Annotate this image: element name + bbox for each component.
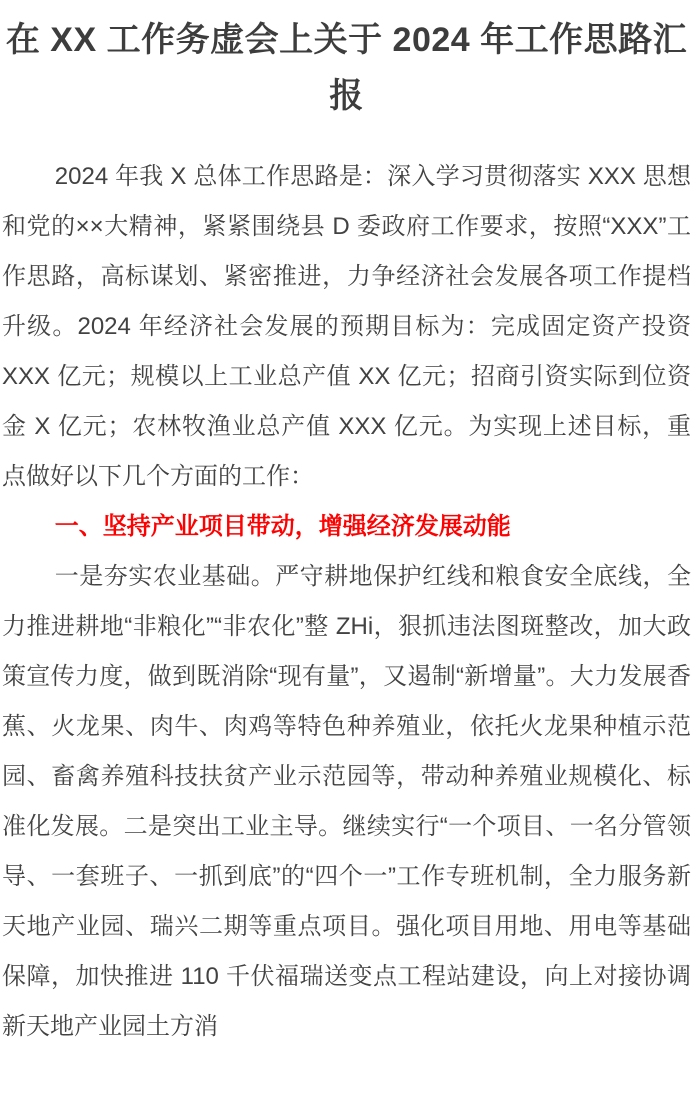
- section-1-heading: 一、坚持产业项目带动，增强经济发展动能: [54, 513, 511, 540]
- document-title: 在 XX 工作务虚会上关于 2024 年工作思路汇报: [5, 21, 688, 115]
- section-1-paragraph: 一是夯实农业基础。严守耕地保护红线和粮食安全底线，全力推进耕地“非粮化”“非农化”整 ZHi，狠抓违法图斑整改，加大政策宣传力度，做到既消除“现有量”，又遏制“新增量”。大力发展香蕉、火龙果、肉牛、肉鸡等特色种养殖业，依托火龙果种植示范园、畜禽养殖科技扶贫产业示范园等，带动种养殖业规模化、标准化发展。二是突出工业主导。继续实行“一个项目、一名分管领导、一套班子、一抓到底”的“四个一”工作专班机制，全力服务新天地产业园、瑞兴二期等重点项目。强化项目用地、用电等基础保障，加快推进 110 千伏福瑞送变点工程站建设，向上对接协调新天地产业园土方消: [2, 563, 691, 1040]
- intro-paragraph: 2024 年我 X 总体工作思路是：深入学习贯彻落实 XXX 思想和党的××大精神，紧紧围绕县 D 委政府工作要求，按照“XXX”工作思路，高标谋划、紧密推进，力争经济社会发展各项工作提档升级。2024 年经济社会发展的预期目标为：完成固定资产投资 XXX 亿元；规模以上工业总产值 XX 亿元；招商引资实际到位资金 X 亿元；农林牧渔业总产值 XXX 亿元。为实现上述目标，重点做好以下几个方面的工作：: [2, 163, 691, 490]
